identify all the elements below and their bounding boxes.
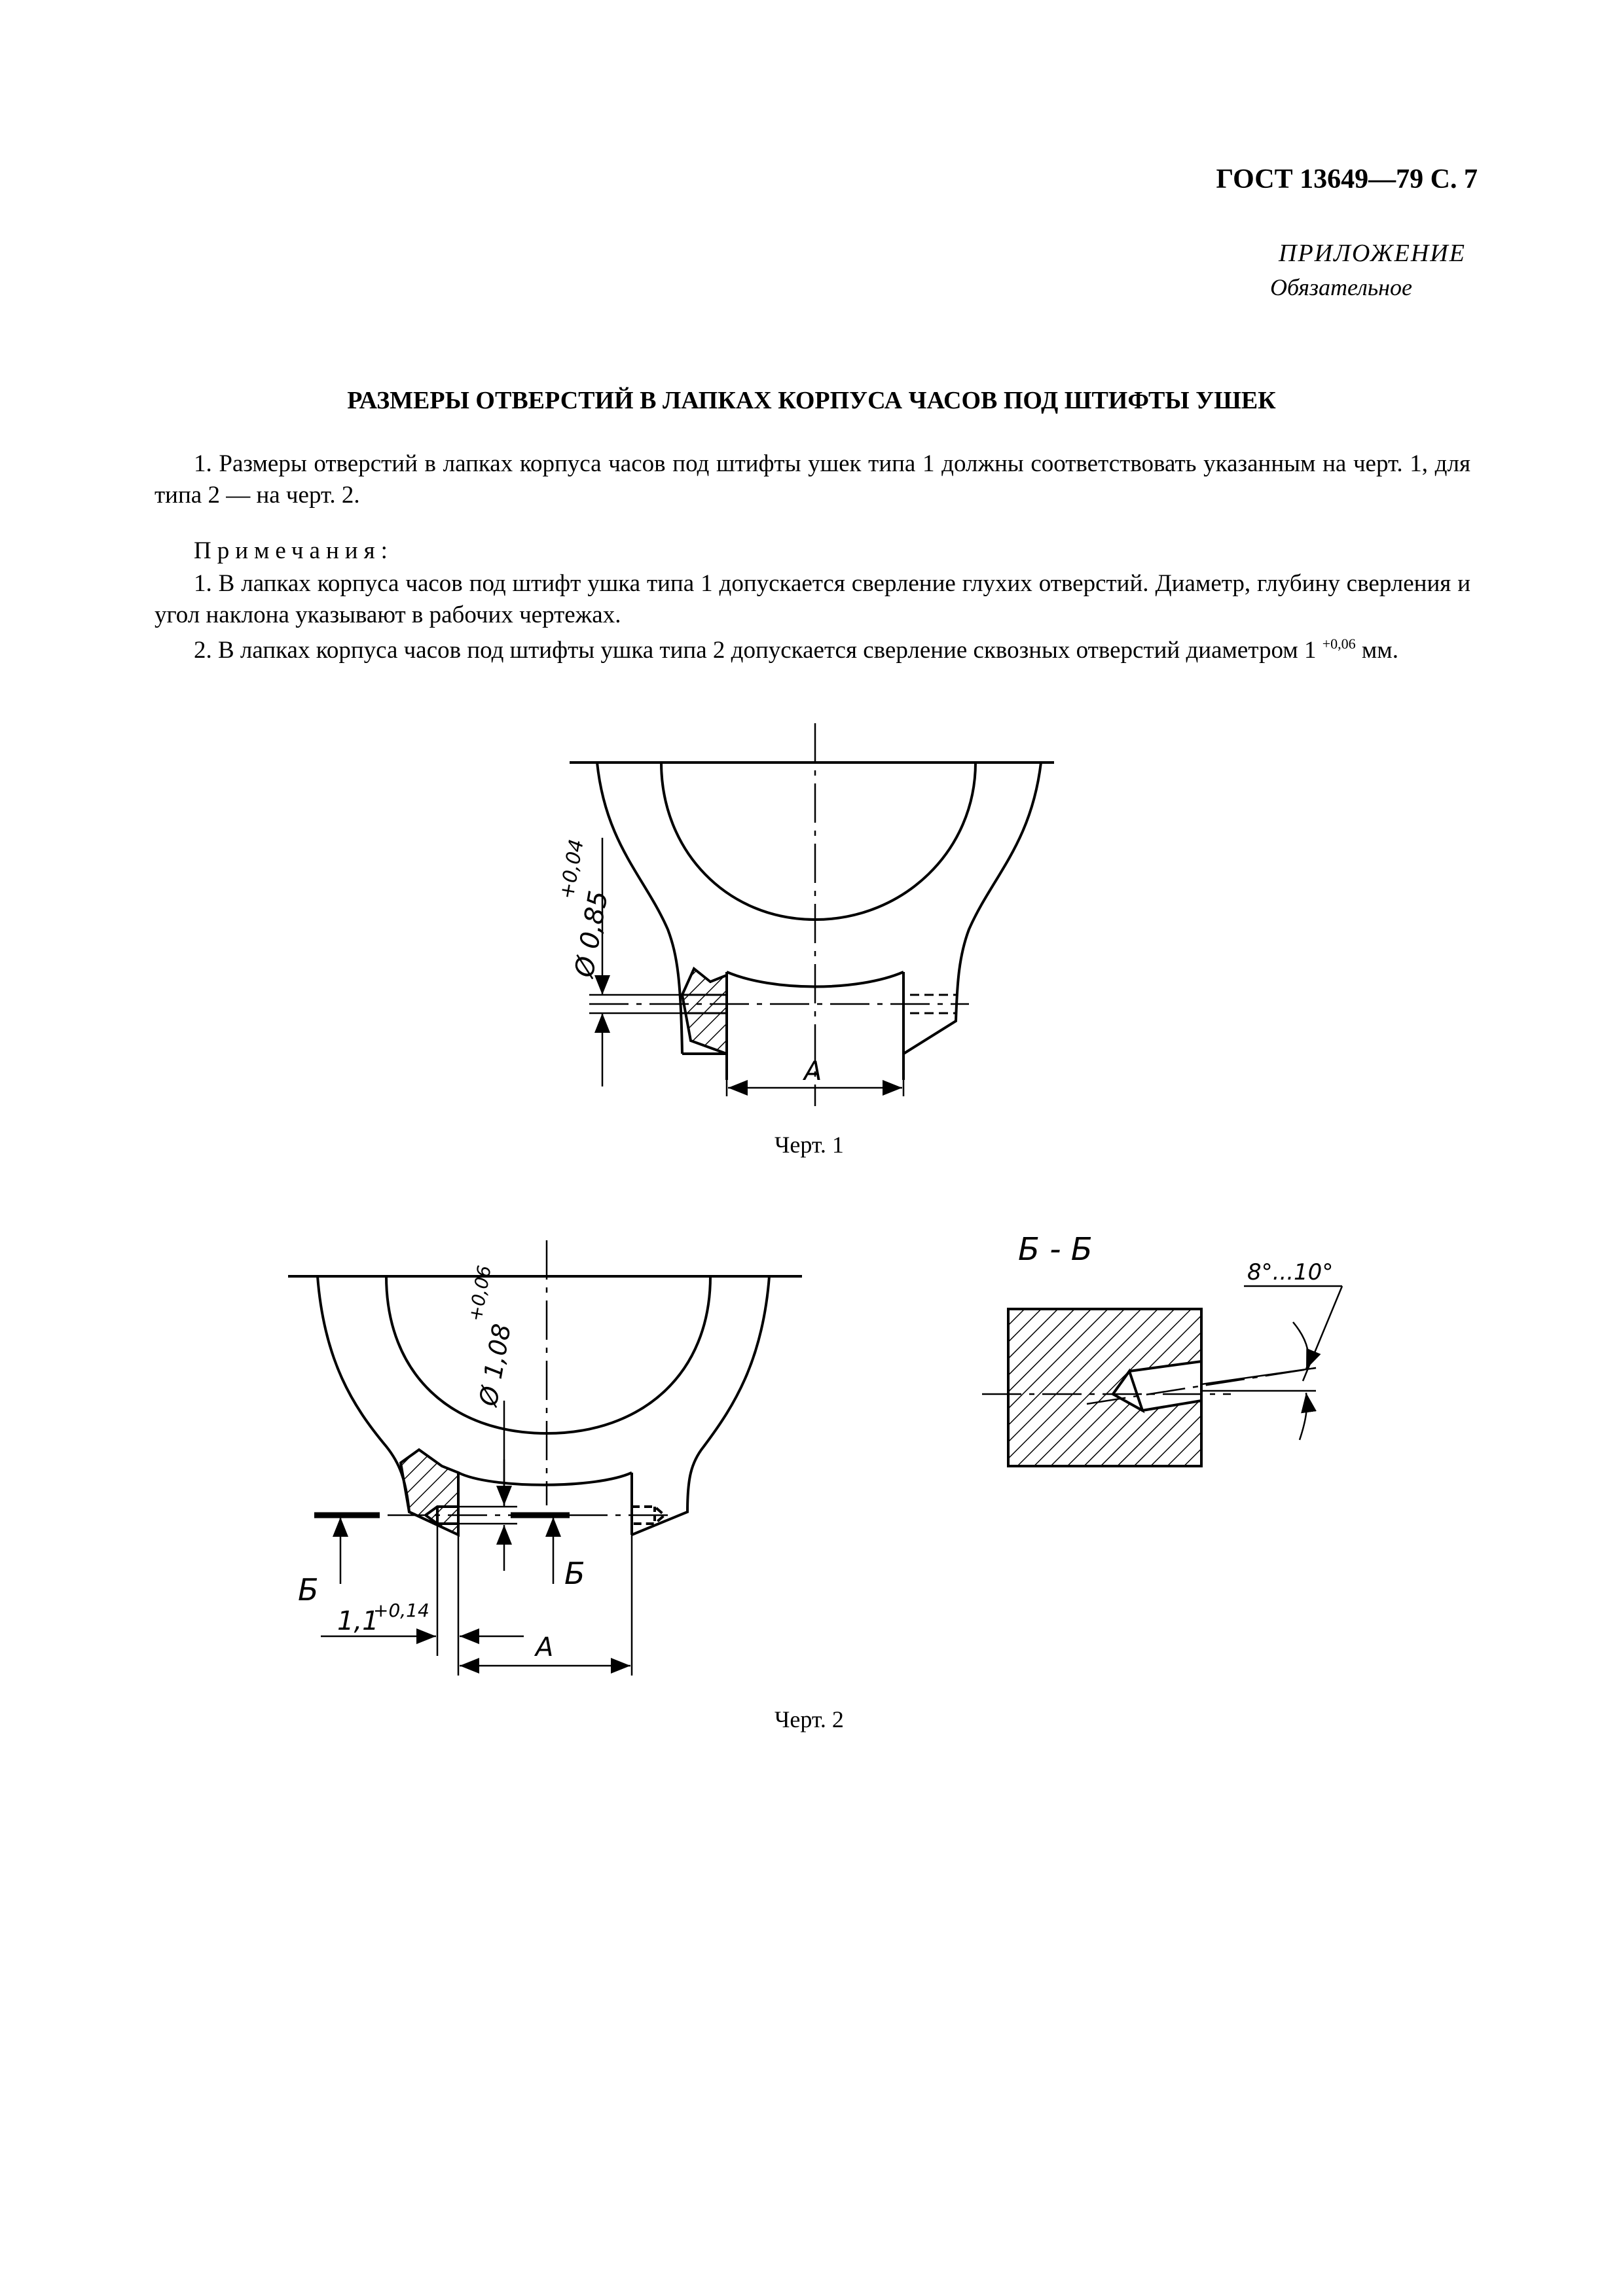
section-angle-label: 8°...10° [1247, 1259, 1334, 1285]
figure-2-offset-label: 1,1 [337, 1606, 379, 1636]
figure-2-caption: Черт. 2 [775, 1706, 844, 1732]
note-2-text: 2. В лапках корпуса часов под штифты ушка типа 2 допускается сверление сквозных отверстий диаметром [194, 637, 1298, 664]
figure-1-width-label: A [804, 1056, 822, 1086]
note-2-tolerance: +0,06 [1322, 636, 1356, 652]
notes-heading: Примечания: [194, 537, 393, 564]
note-2-value: 1 [1304, 637, 1317, 664]
note-1: 1. В лапках корпуса часов под штифт ушка типа 1 допускается сверление глухих отверстий. Диаметр, глубину сверления и угол наклона указывают в рабочих чертежах. [155, 570, 1470, 628]
figure-1-drawing [570, 723, 1054, 1106]
figure-1-diameter-tolerance: +0,04 [555, 837, 589, 901]
figure-2-offset-tolerance: +0,14 [373, 1600, 429, 1621]
appendix-label: ПРИЛОЖЕНИЕ [1279, 240, 1466, 267]
document-reference: ГОСТ 13649—79 С. 7 [1216, 164, 1478, 194]
paragraph-1: 1. Размеры отверстий в лапках корпуса часов под штифты ушек типа 1 должны соответствовать указанным на черт. 1, для типа 2 — на черт. 2. [155, 450, 1470, 509]
figure-2-width-label: A [536, 1632, 554, 1662]
figure-1-caption: Черт. 1 [775, 1132, 844, 1158]
figure-2-section-mark-right: Б [564, 1556, 585, 1591]
section-view-drawing [982, 1286, 1342, 1466]
figure-2-diameter-tolerance: +0,06 [464, 1263, 496, 1323]
section-title: Б - Б [1018, 1231, 1093, 1268]
figure-2-section-mark-left: Б [298, 1572, 319, 1607]
page-title: РАЗМЕРЫ ОТВЕРСТИЙ В ЛАПКАХ КОРПУСА ЧАСОВ ПОД ШТИФТЫ УШЕК [347, 387, 1276, 414]
figure-1-diameter-label: Ø 0,85 [569, 888, 614, 980]
appendix-status: Обязательное [1270, 274, 1412, 300]
figure-2-diameter-label: Ø 1,08 [473, 1321, 517, 1408]
note-2-unit: мм. [1361, 637, 1398, 664]
